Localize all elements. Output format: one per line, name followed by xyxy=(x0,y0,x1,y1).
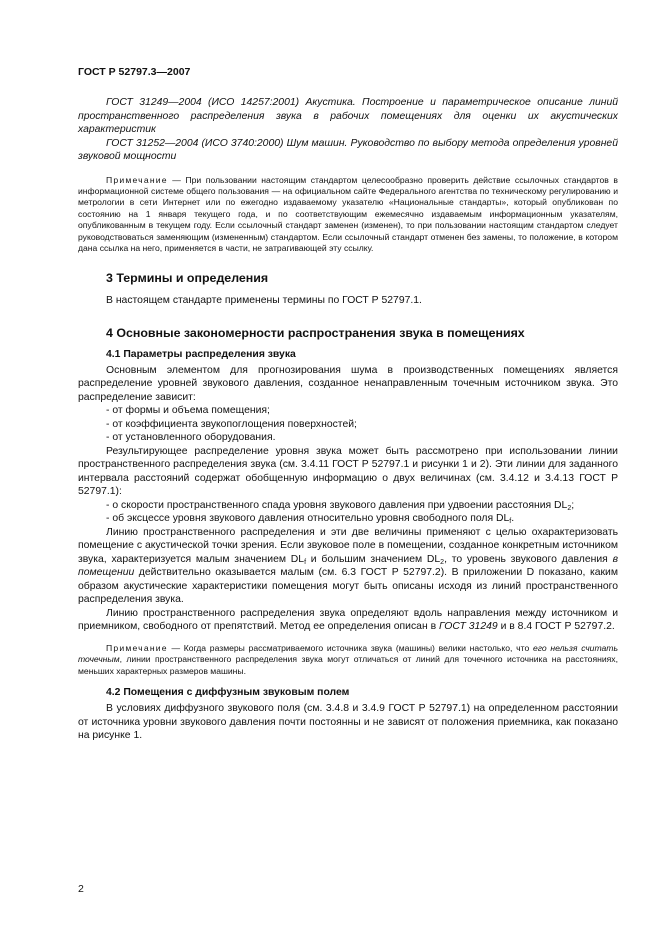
note-label: Примечание xyxy=(106,642,168,653)
paragraph: Результирующее распределение уровня звука может быть рассмотрено при использовании линии пространственного распределения звука (см. 3.4.11 ГОСТ Р 52797.1 и рисунки 1 и 2). Эти линии для заданного интервала расстояний содержат обобщенную информацию о двух величинах (см. 3.4.12 и 3.4.13 ГОСТ Р 52797.1): xyxy=(78,445,618,498)
note-references xyxy=(78,175,618,255)
paragraph: Линию пространственного распределения звука определяют вдоль направления между источником и приемником, свободного от препятствий. Метод ее определения описан в ГОСТ 31249 и в 8.4 ГОСТ Р 52797.2. xyxy=(78,607,618,633)
paragraph: Линию пространственного распределения и эти две величины применяют с целью охарактеризовать помещение с акустической точки зрения. Если звуковое поле в помещении, созданное конкретным источником звука, характеризуется малым значением $DL_f$ и большим значением $DL_2$, то уровень звукового давления в помещении действительно оказывается малым (см. 6.3 ГОСТ Р 52797.2). В приложении D показано, каким образом акустические характеристики помещения могут быть описаны исходя из линий пространственного распределения звука. xyxy=(78,526,618,606)
paragraph: Основным элементом для прогнозирования шума в производственных помещениях является распределение уровней звукового давления, созданное ненаправленным точечным источником звука. Это распределение зависит: xyxy=(78,364,618,403)
reference-gost-31249: ГОСТ 31249—2004 (ИСО 14257:2001) Акустика. Построение и параметрическое описание линий пространственного распределения звука в рабочих помещениях для оценки их акустических характеристик xyxy=(78,97,618,135)
page-number: 2 xyxy=(78,883,84,895)
list-item: - о скорости пространственного спада уровня звукового давления при удвоении расстояния $DL_2$; xyxy=(106,499,575,512)
list-item: - от установленного оборудования. xyxy=(106,432,276,444)
page-header: ГОСТ Р 52797.3—2007 xyxy=(78,66,191,78)
paragraph: В условиях диффузного звукового поля (см. 3.4.8 и 3.4.9 ГОСТ Р 52797.1) на определенном расстоянии от источника уровни звукового давления почти постоянны и не зависят от положения приемника, как показано на рисунке 1. xyxy=(78,703,618,742)
subsection-4-1-title: 4.1 Параметры распределения звука xyxy=(106,348,296,360)
list-item: - от формы и объема помещения; xyxy=(106,405,270,417)
list-item: - от коэффициента звукопоглощения поверхностей; xyxy=(106,418,357,430)
section-3-title: 3 Термины и определения xyxy=(106,271,269,286)
reference-gost-31252: ГОСТ 31252—2004 (ИСО 3740:2000) Шум машин. Руководство по выбору метода определения уровней звуковой мощности xyxy=(78,137,618,162)
subsection-4-2-title: 4.2 Помещения с диффузным звуковым полем xyxy=(106,687,350,699)
note-label: Примечание xyxy=(106,174,168,185)
page-content xyxy=(78,96,618,743)
section-3-text: В настоящем стандарте применены термины по ГОСТ Р 52797.1. xyxy=(106,295,422,307)
note-point-source: Примечание — Когда размеры рассматриваемого источника звука (машины) велики настолько, что его нельзя считать точечным, линии пространственного распределения звука могут отличаться от линий для точечного источника на расстояниях, меньших характерных размеров машины. xyxy=(78,642,618,676)
section-4-title: 4 Основные закономерности распространения звука в помещениях xyxy=(106,325,525,340)
note-text: — При пользовании настоящим стандартом целесообразно проверить действие ссылочных стандартов в информационной системе общего пользования — на официальном сайте Федерального агентства по техническому регулированию и метрологии в сети Интернет или по ежегодно издаваемому указателю «Национальные стандарты», который опубликован по состоянию на 1 января текущего года, и по соответствующим ежемесячно издаваемым информационным указателям, опубликованным в текущем году. Если ссылочный стандарт заменен (изменен), то при пользовании настоящим стандартом следует руководствоваться заменяющим (измененным) стандартом. Если ссылочный стандарт отменен без замены, то положение, в котором дана ссылка на него, применяется в части, не затрагивающей эту ссылку. xyxy=(78,174,618,253)
list-item: - об эксцессе уровня звукового давления относительно уровня свободного поля $DL_f$. xyxy=(106,513,515,526)
